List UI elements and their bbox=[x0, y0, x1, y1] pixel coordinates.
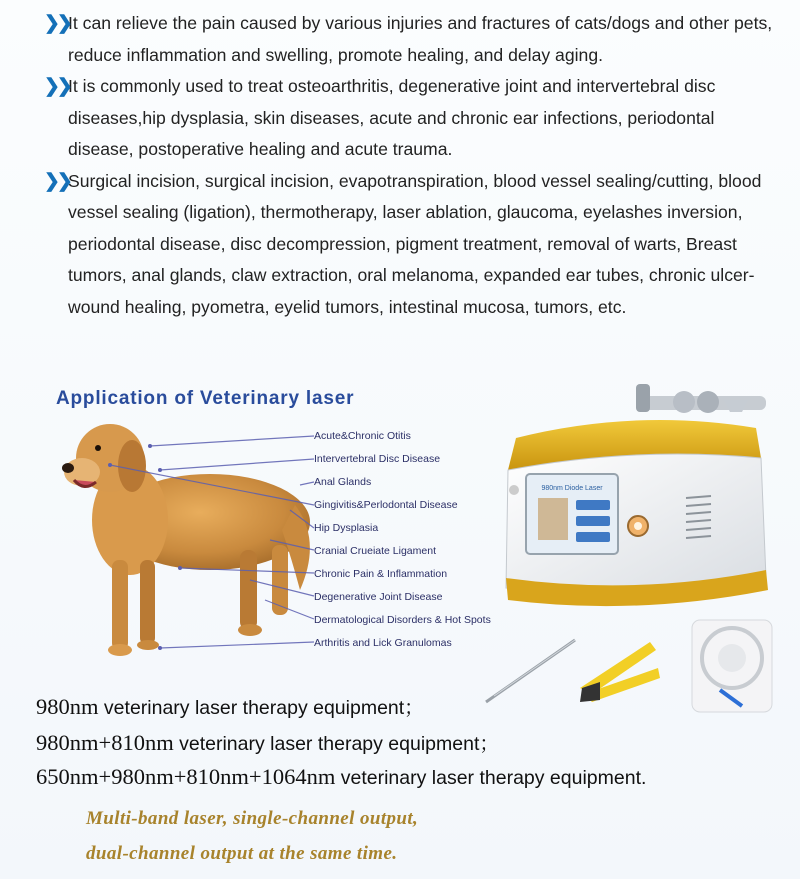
condition-label: Cranial Crueiate Ligament bbox=[314, 545, 436, 557]
tagline-line: dual-channel output at the same time. bbox=[86, 843, 398, 864]
equipment-desc: veterinary laser therapy equipment. bbox=[335, 767, 647, 789]
equipment-line bbox=[36, 692, 424, 720]
chevron-right-icon: ❯❯ bbox=[44, 76, 70, 97]
equipment-line bbox=[36, 764, 646, 790]
wavelength: 980nm bbox=[36, 694, 99, 719]
tagline-line: Multi-band laser, single-channel output, bbox=[86, 808, 419, 829]
device-screen-text: 980nm Diode Laser bbox=[541, 485, 603, 492]
condition-label: Gingivitis&Perlodontal Disease bbox=[314, 499, 458, 511]
condition-label: Anal Glands bbox=[314, 476, 372, 488]
equipment-line bbox=[36, 728, 499, 756]
bullet-text: It is commonly used to treat osteoarthritis, degenerative joint and intervertebral disc diseases,hip dysplasia, skin diseases, acute and chronic ear infections, periodontal disease, postoperative healing and acute trauma. bbox=[68, 76, 716, 159]
equipment-desc: veterinary laser therapy equipment； bbox=[173, 733, 499, 755]
condition-label: Acute&Chronic Otitis bbox=[314, 430, 411, 442]
condition-label: Degenerative Joint Disease bbox=[314, 591, 443, 603]
wavelength: 650nm+980nm+810nm+1064nm bbox=[36, 764, 336, 789]
condition-label: Dermatological Disorders & Hot Spots bbox=[314, 614, 491, 626]
chevron-right-icon: ❯❯ bbox=[44, 170, 70, 192]
equipment-desc: veterinary laser therapy equipment； bbox=[98, 697, 424, 719]
condition-label: Chronic Pain & Inflammation bbox=[314, 568, 448, 580]
laser-device-image bbox=[486, 378, 776, 618]
wavelength: 980nm+810nm bbox=[36, 730, 174, 755]
application-title: Application of Veterinary laser bbox=[56, 388, 355, 409]
condition-label: Hip Dysplasia bbox=[314, 522, 379, 534]
condition-label: Arthritis and Lick Granulomas bbox=[314, 637, 452, 649]
accessories-image bbox=[480, 610, 780, 720]
chevron-right-icon: ❯❯ bbox=[44, 13, 70, 34]
bullet-text: It can relieve the pain caused by various injuries and fractures of cats/dogs and other pets, reduce inflammation and swelling, promote healing, and delay aging. bbox=[68, 13, 773, 65]
bullet-text: Surgical incision, surgical incision, evapotranspiration, blood vessel sealing/cutting, blood vessel sealing (ligation), thermotherapy, laser ablation, glaucoma, eyelashes inversion, periodontal disease, disc decompression, pigment treatment, removal of warts, Breast tumors, anal glands, claw extraction, oral melanoma, expanded ear tubes, chronic ulcer-wound healing, pyometra, eyelid tumors, intestinal mucosa, tumors, etc. bbox=[68, 170, 762, 317]
condition-label: Intervertebral Disc Disease bbox=[314, 453, 441, 465]
